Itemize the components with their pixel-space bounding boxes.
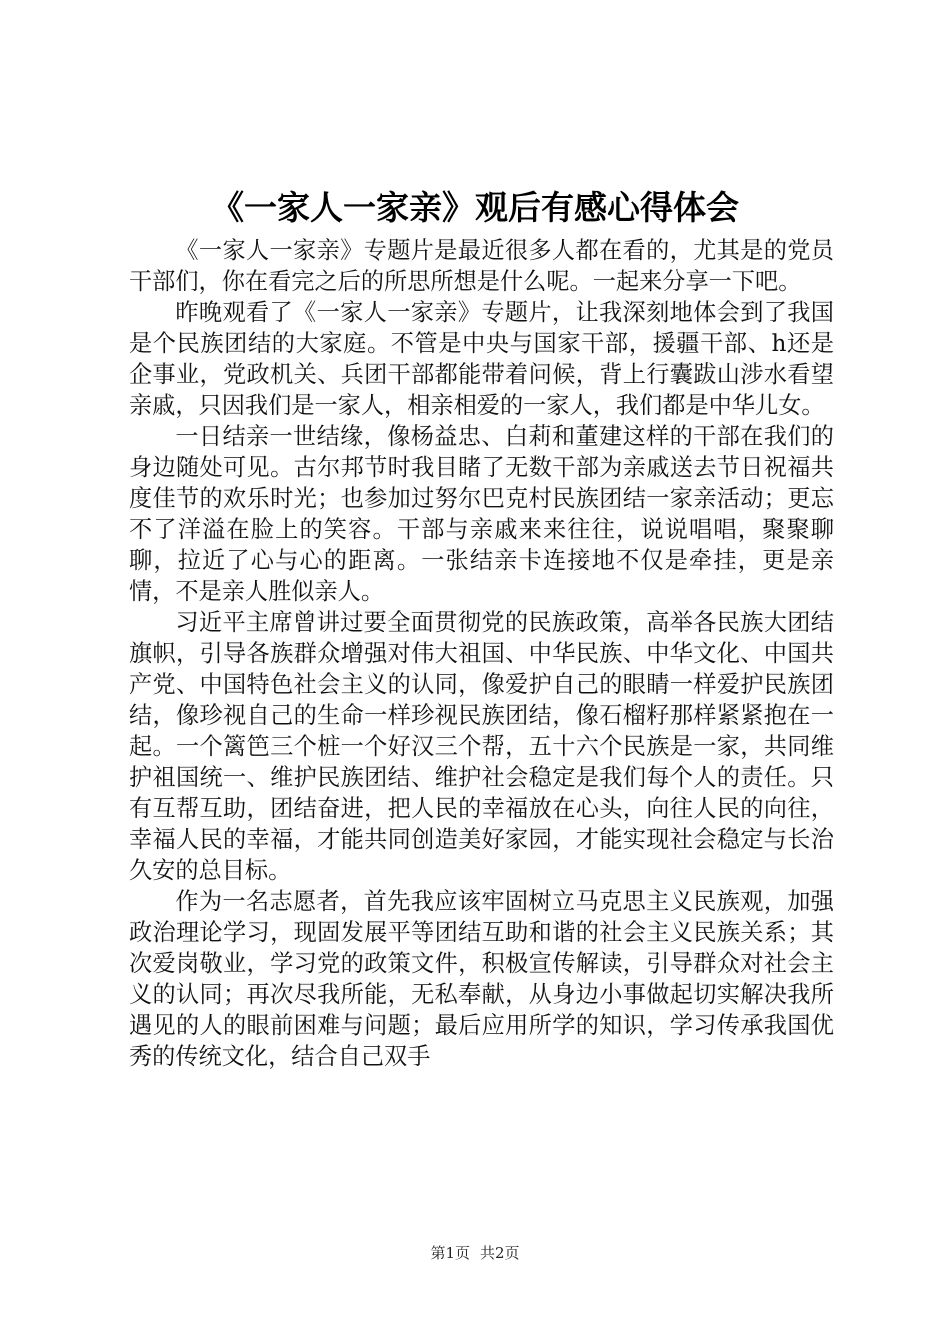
document-body bbox=[129, 235, 834, 1072]
page-footer bbox=[0, 1242, 950, 1264]
paragraph-1: 《一家人一家亲》专题片是最近很多人都在看的，尤其是的党员干部们，你在看完之后的所思所想是什么呢。一起来分享一下吧。 bbox=[129, 237, 834, 295]
paragraph-2: 昨晚观看了《一家人一家亲》专题片，让我深刻地体会到了我国是个民族团结的大家庭。不管是中央与国家干部，援疆干部、h还是企事业，党政机关、兵团干部都能带着问候，背上行囊跋山涉水看望亲戚，只因我们是一家人，相亲相爱的一家人，我们都是中华儿女。 bbox=[129, 299, 834, 419]
paragraph-3: 一日结亲一世结缘，像杨益忠、白莉和董建这样的干部在我们的身边随处可见。古尔邦节时我目睹了无数干部为亲戚送去节日祝福共度佳节的欢乐时光；也参加过努尔巴克村民族团结一家亲活动；更忘不了洋溢在脸上的笑容。干部与亲戚来来往往，说说唱唱，聚聚聊聊，拉近了心与心的距离。一张结亲卡连接地不仅是牵挂，更是亲情，不是亲人胜似亲人。 bbox=[129, 423, 834, 605]
paragraph-4: 习近平主席曾讲过要全面贯彻党的民族政策，高举各民族大团结旗帜，引导各族群众增强对伟大祖国、中华民族、中华文化、中国共产党、中国特色社会主义的认同，像爱护自己的眼睛一样爱护民族团结，像珍视自己的生命一样珍视民族团结，像石榴籽那样紧紧抱在一起。一个篱笆三个桩一个好汉三个帮，五十六个民族是一家，共同维护祖国统一、维护民族团结、维护社会稳定是我们每个人的责任。只有互帮互助，团结奋进，把人民的幸福放在心头，向往人民的向往，幸福人民的幸福，才能共同创造美好家园，才能实现社会稳定与长治久安的总目标。 bbox=[129, 609, 834, 884]
document-title: 《一家人一家亲》观后有感心得体会 bbox=[211, 188, 739, 227]
page-number: 第1页 bbox=[430, 1244, 470, 1262]
paragraph-5: 作为一名志愿者，首先我应该牢固树立马克思主义民族观，加强政治理论学习，现固发展平等团结互助和谐的社会主义民族关系；其次爱岗敬业，学习党的政策文件，积极宣传解读，引导群众对社会主义的认同；再次尽我所能，无私奉献，从身边小事做起切实解决我所遇见的人的眼前困难与问题；最后应用所学的知识，学习传承我国优秀的传统文化，结合自己双手 bbox=[129, 888, 834, 1070]
page-total: 共2页 bbox=[480, 1244, 520, 1262]
